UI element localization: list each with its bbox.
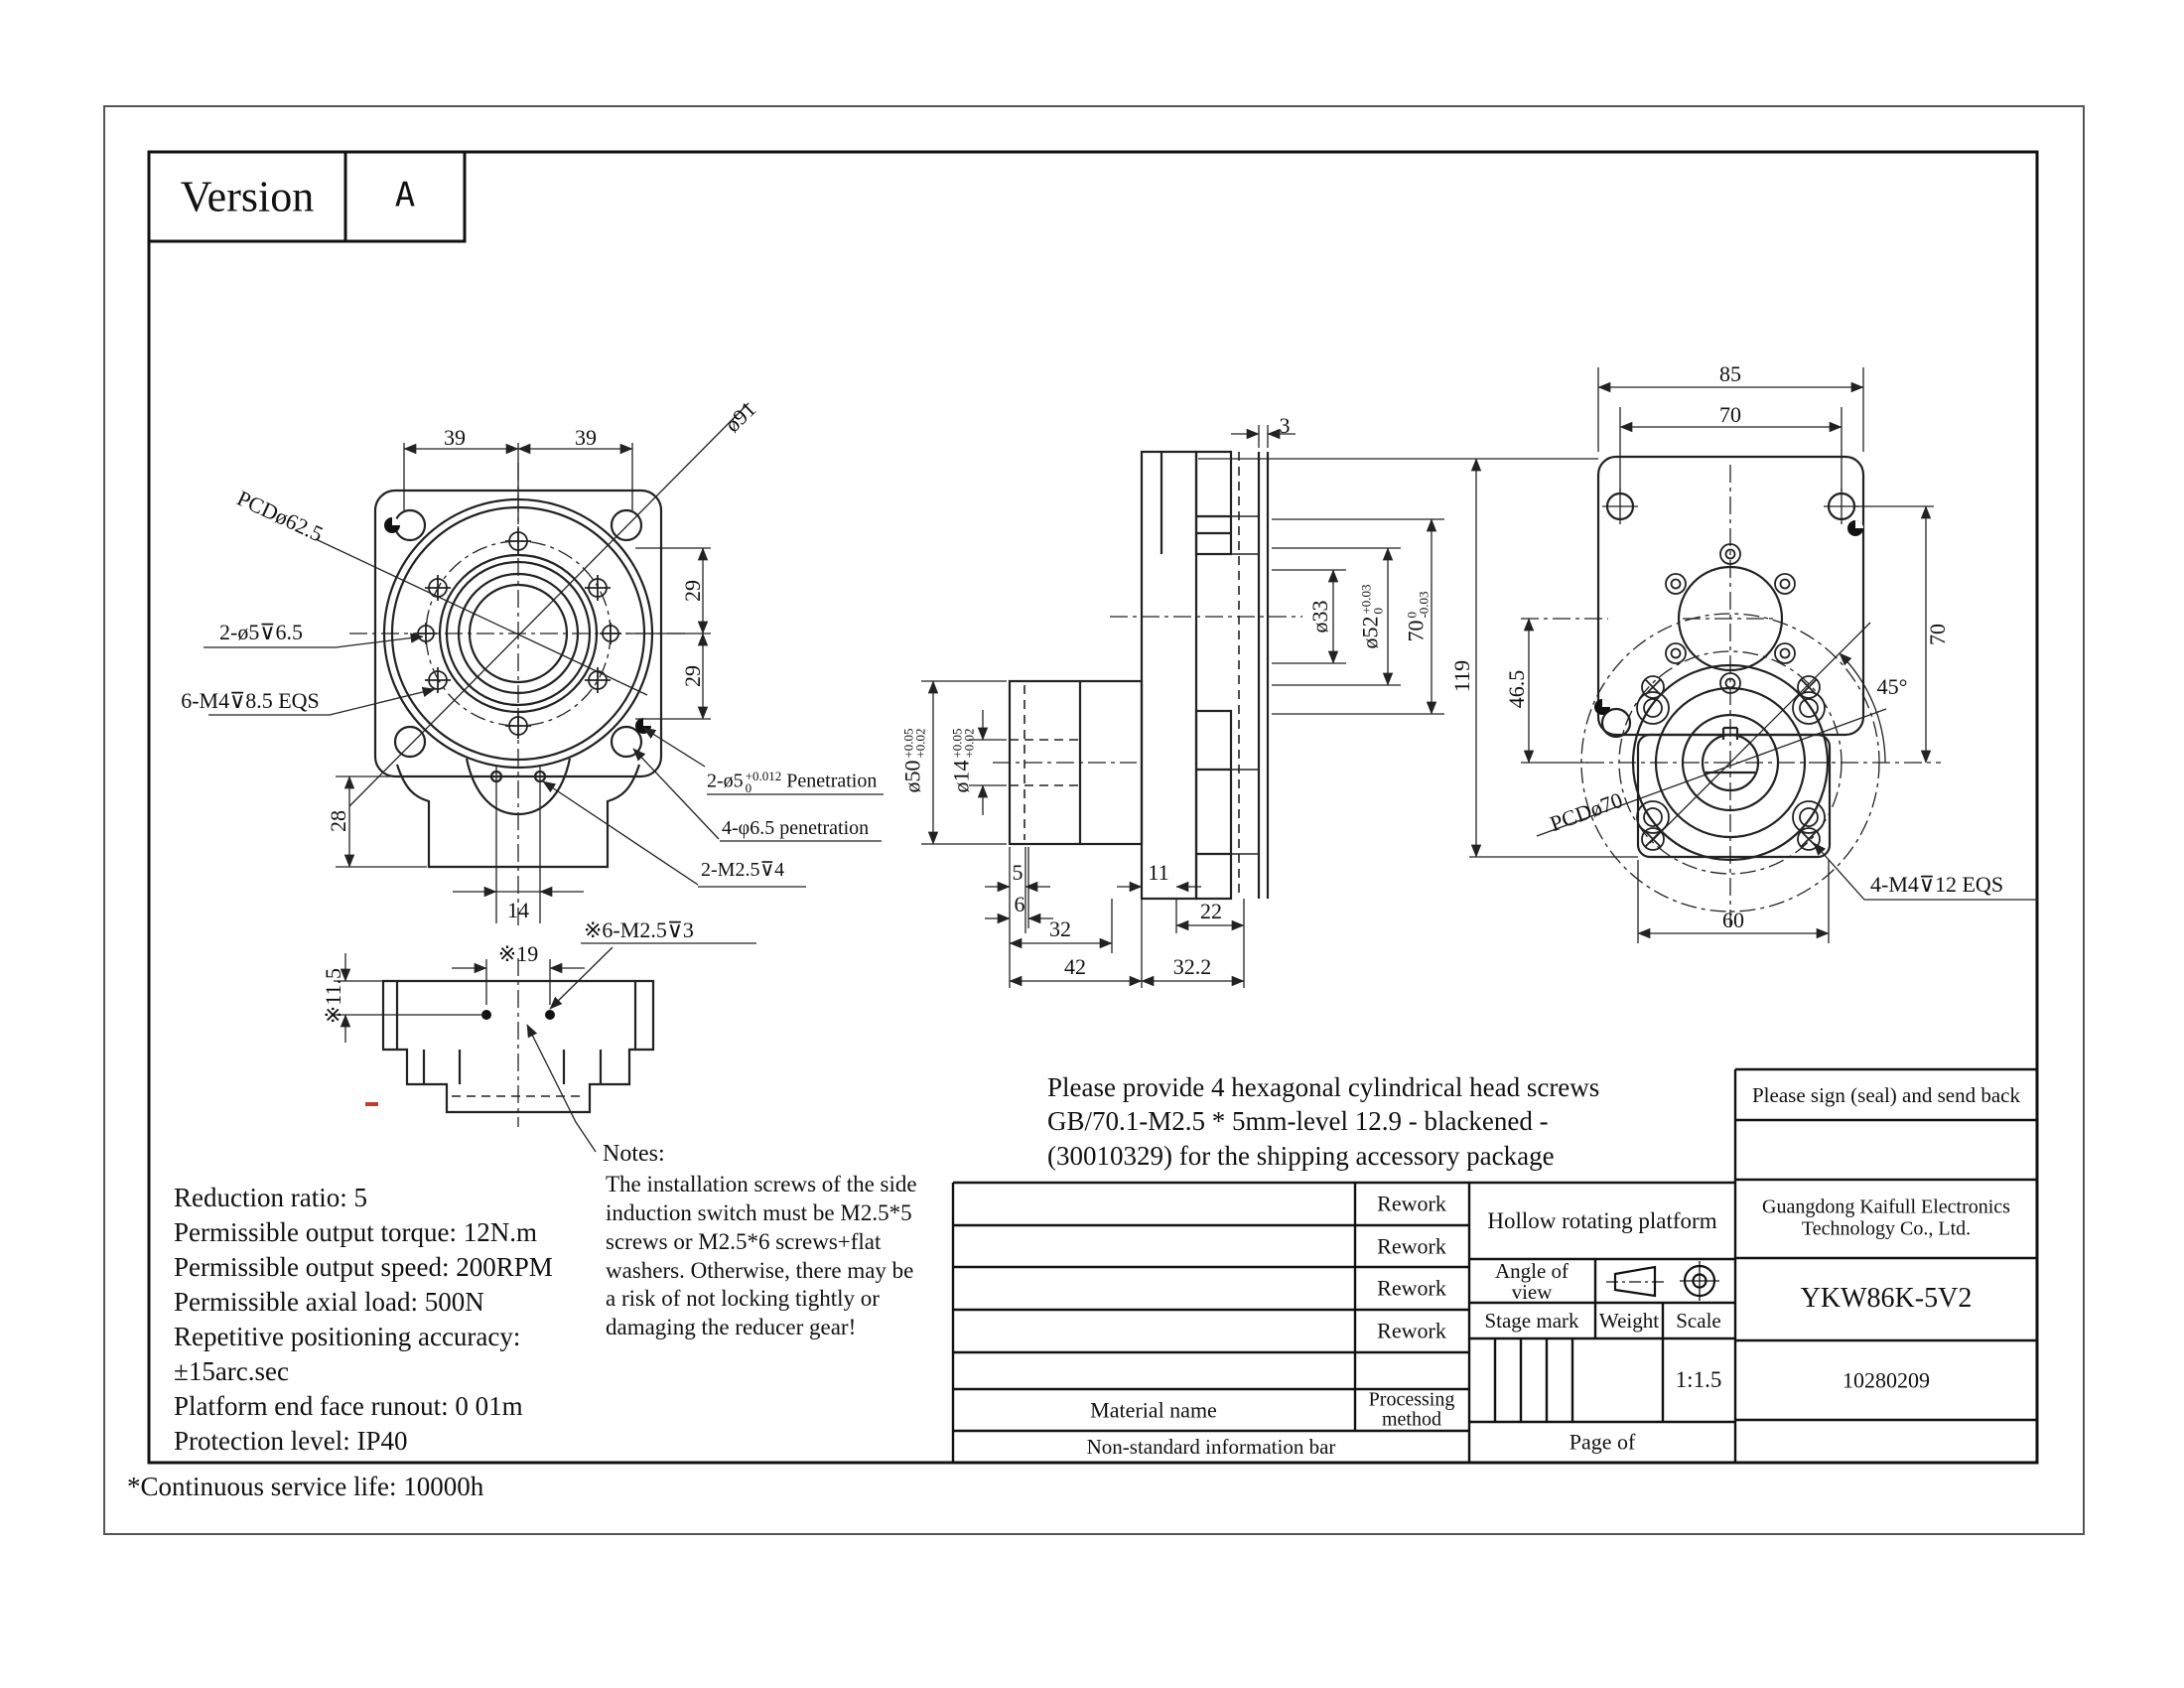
section-dim-6: 6 bbox=[1014, 892, 1025, 916]
bottom-tap-note: ※6-M2.5⊽3 bbox=[584, 917, 694, 942]
rework-cell: Rework bbox=[1377, 1233, 1446, 1259]
front-view-centerlines bbox=[316, 403, 749, 925]
processing-method-cell-2: method bbox=[1382, 1408, 1441, 1431]
section-dim-32: 32 bbox=[1049, 916, 1071, 941]
section-dim-42: 42 bbox=[1064, 954, 1086, 979]
bottom-dim-11-5: ※11.5 bbox=[321, 967, 345, 1025]
version-label: Version bbox=[180, 172, 315, 221]
company-cell-2: Technology Co., Ltd. bbox=[1801, 1217, 1972, 1240]
notes-line: induction switch must be M2.5*5 bbox=[606, 1200, 912, 1225]
scale-value-cell: 1:1.5 bbox=[1675, 1366, 1722, 1392]
notes-line: a risk of not locking tightly or bbox=[606, 1286, 880, 1311]
dia14-tolerance bbox=[951, 728, 975, 758]
dia52-sub: 0 bbox=[1370, 608, 1386, 615]
product-name-cell: Hollow rotating platform bbox=[1487, 1207, 1717, 1233]
spec-line: Reduction ratio: 5 bbox=[174, 1183, 367, 1212]
front-dim-29-bottom: 29 bbox=[680, 665, 705, 687]
shipping-line: (30010329) for the shipping accessory package bbox=[1047, 1141, 1555, 1171]
section-view-drawing bbox=[1010, 452, 1268, 899]
front-dim-39-left: 39 bbox=[444, 425, 466, 450]
dia52-sup: +0.03 bbox=[1358, 584, 1374, 615]
section-dim-22: 22 bbox=[1200, 899, 1222, 923]
front-dim-14: 14 bbox=[507, 898, 529, 922]
front-pen-65-note: 4-φ6.5 penetration bbox=[722, 817, 870, 839]
right-dim-60: 60 bbox=[1722, 908, 1744, 932]
pen-tolerance bbox=[746, 771, 782, 794]
scale-cell: Scale bbox=[1676, 1308, 1721, 1333]
spec-line: Platform end face runout: 0 01m bbox=[174, 1391, 523, 1421]
dia50-sub: +0.02 bbox=[912, 728, 928, 759]
projection-target-icon bbox=[1680, 1261, 1719, 1301]
section-dim-5: 5 bbox=[1012, 860, 1024, 885]
spec-line: ±15arc.sec bbox=[174, 1356, 290, 1386]
version-value: A bbox=[394, 175, 416, 215]
spec-line: Permissible output torque: 12N.m bbox=[174, 1217, 537, 1247]
notes-line: damaging the reducer gear! bbox=[606, 1315, 857, 1339]
sheet-borders bbox=[104, 106, 2084, 1534]
pen-prefix: 2-ø5 bbox=[707, 770, 744, 792]
spec-line: Permissible output speed: 200RPM bbox=[174, 1252, 553, 1282]
front-pcd-62-5: PCDø62.5 bbox=[233, 485, 328, 547]
material-name-cell: Material name bbox=[1090, 1397, 1217, 1423]
section-dia-52 bbox=[1357, 584, 1386, 649]
dim70-sub: -0.03 bbox=[1416, 591, 1432, 619]
rework-cell: Rework bbox=[1377, 1318, 1446, 1343]
dia52-tolerance bbox=[1360, 584, 1384, 614]
rework-cell: Rework bbox=[1377, 1275, 1446, 1301]
bottom-dim-19: ※19 bbox=[497, 941, 539, 966]
front-dim-29-top: 29 bbox=[680, 580, 705, 602]
section-dim-3: 3 bbox=[1279, 413, 1291, 438]
notes-line: washers. Otherwise, there may be bbox=[606, 1258, 914, 1283]
right-dim-46-5: 46.5 bbox=[1504, 669, 1529, 709]
page-of-cell: Page of bbox=[1569, 1429, 1636, 1455]
dia50-sup: +0.05 bbox=[900, 728, 916, 759]
front-dim-28: 28 bbox=[326, 810, 350, 832]
pen-sub: 0 bbox=[745, 780, 752, 795]
section-dia-33: ø33 bbox=[1307, 600, 1332, 633]
right-tap-note: 4-M4⊽12 EQS bbox=[1870, 872, 2004, 897]
right-angle-45: 45° bbox=[1876, 674, 1908, 699]
section-dim-11: 11 bbox=[1148, 860, 1169, 885]
nonstandard-cell: Non-standard information bar bbox=[1086, 1434, 1336, 1459]
rework-cell: Rework bbox=[1377, 1191, 1446, 1216]
section-dim-70-tol bbox=[1403, 591, 1432, 642]
footer-note: *Continuous service life: 10000h bbox=[127, 1472, 484, 1501]
dia14-sub: +0.02 bbox=[961, 728, 977, 759]
notes-line: The installation screws of the side bbox=[606, 1172, 917, 1196]
section-dia-50 bbox=[899, 728, 928, 793]
pen-suffix: Penetration bbox=[786, 770, 878, 792]
dia50-tolerance bbox=[902, 728, 926, 758]
spec-line: Repetitive positioning accuracy: bbox=[174, 1322, 521, 1351]
front-penetration-note bbox=[707, 771, 877, 794]
pen-sup: +0.012 bbox=[745, 769, 782, 783]
company-cell-1: Guangdong Kaifull Electronics bbox=[1762, 1196, 2010, 1218]
notes-line: screws or M2.5*6 screws+flat bbox=[606, 1229, 882, 1254]
right-dim-85: 85 bbox=[1719, 361, 1741, 386]
dia14-sup: +0.05 bbox=[949, 728, 965, 759]
front-dia-91: ø91 bbox=[720, 396, 761, 438]
section-dim-32-2: 32.2 bbox=[1172, 954, 1212, 979]
front-tap-note: 2-M2.5⊽4 bbox=[701, 859, 785, 881]
front-screw-note: 6-M4⊽8.5 EQS bbox=[181, 688, 320, 713]
dia50-prefix: ø50 bbox=[899, 760, 925, 793]
model-cell: YKW86K-5V2 bbox=[1800, 1282, 1973, 1314]
right-dim-70-side: 70 bbox=[1925, 624, 1950, 645]
dim70-prefix: 70 bbox=[1403, 620, 1429, 642]
shipping-line: GB/70.1-M2.5 * 5mm-level 12.9 - blackened - bbox=[1047, 1106, 1549, 1136]
front-dowel-note: 2-ø5⊽6.5 bbox=[219, 620, 303, 644]
weight-cell: Weight bbox=[1598, 1308, 1660, 1333]
notes-title: Notes: bbox=[603, 1141, 665, 1167]
spec-line: Protection level: IP40 bbox=[174, 1426, 408, 1456]
red-mark-artifact bbox=[365, 1102, 378, 1106]
section-dia-14 bbox=[948, 728, 977, 793]
angle-of-view-cell-2: view bbox=[1511, 1279, 1553, 1304]
shipping-line: Please provide 4 hexagonal cylindrical head screws bbox=[1047, 1072, 1600, 1102]
right-pcd-70: PCDø70 bbox=[1546, 786, 1626, 837]
section-dim-119: 119 bbox=[1449, 659, 1474, 693]
dim70-sup: 0 bbox=[1404, 612, 1420, 619]
stage-mark-cell: Stage mark bbox=[1484, 1308, 1579, 1333]
processing-method-cell-1: Processing bbox=[1368, 1388, 1455, 1411]
right-view-drawing bbox=[1581, 457, 1879, 912]
spec-line: Permissible axial load: 500N bbox=[174, 1287, 484, 1317]
right-dim-70-top: 70 bbox=[1719, 402, 1741, 427]
code-cell: 10280209 bbox=[1843, 1367, 1930, 1393]
angle-of-view-cell-1: Angle of bbox=[1494, 1258, 1570, 1283]
section-view-centerlines bbox=[993, 617, 1302, 763]
projection-cone-icon bbox=[1606, 1267, 1664, 1296]
section-view-dimensions bbox=[921, 425, 1638, 988]
sign-note-cell: Please sign (seal) and send back bbox=[1752, 1082, 2020, 1107]
dia52-prefix: ø52 bbox=[1357, 616, 1383, 649]
section-view-hidden-lines bbox=[1010, 452, 1239, 899]
dia14-prefix: ø14 bbox=[948, 760, 974, 793]
dim70-tolerance bbox=[1406, 591, 1430, 618]
front-dim-39-right: 39 bbox=[575, 425, 597, 450]
